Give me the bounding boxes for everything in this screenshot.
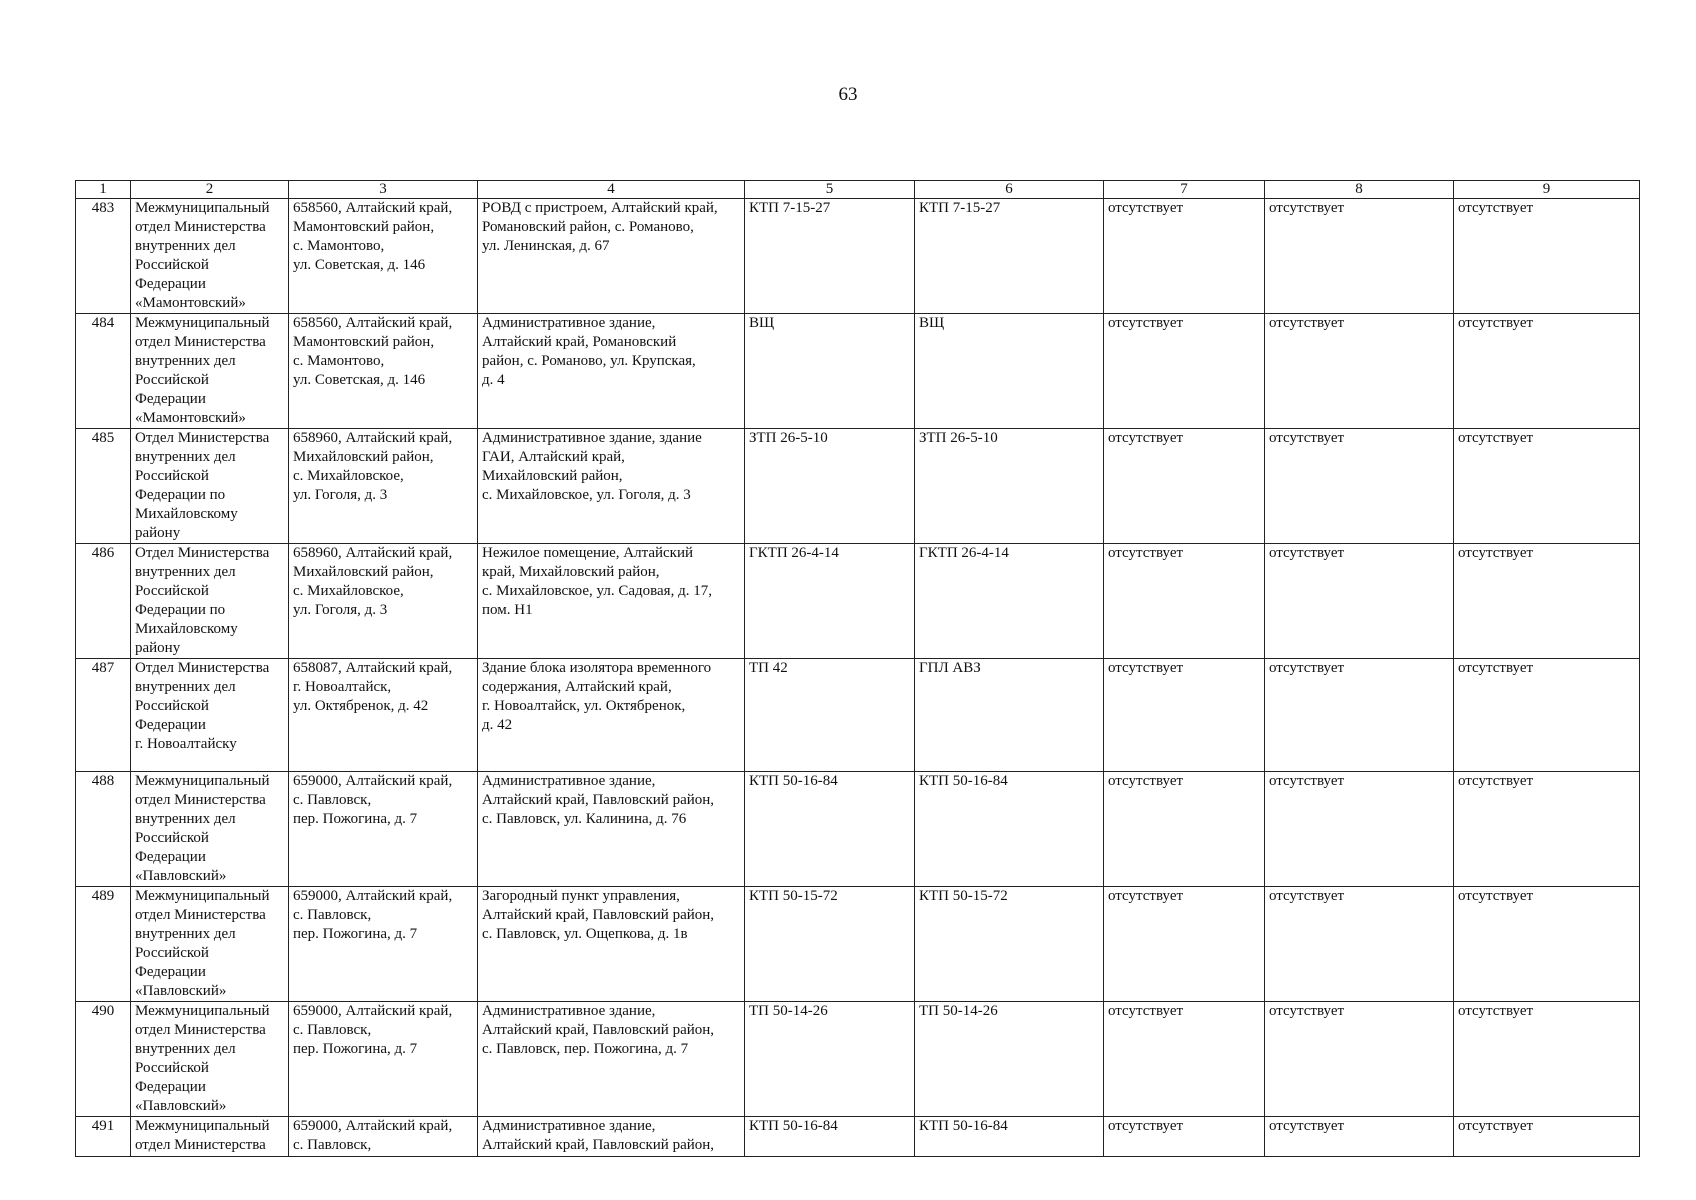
cell-number: 484 bbox=[76, 314, 131, 429]
cell-organization-line: внутренних дел bbox=[135, 1041, 236, 1057]
cell-object-line: Загородный пункт управления, bbox=[482, 888, 680, 904]
cell-address-line: 658560, Алтайский край, bbox=[293, 315, 453, 331]
cell-col7: отсутствует bbox=[1104, 1117, 1265, 1157]
cell-address-line: пер. Пожогина, д. 7 bbox=[293, 1041, 418, 1057]
cell-address-line: 659000, Алтайский край, bbox=[293, 1118, 453, 1134]
cell-organization-line: Федерации по bbox=[135, 487, 226, 503]
cell-organization-line: Отдел Министерства bbox=[135, 430, 270, 446]
cell-organization-line: отдел Министерства bbox=[135, 219, 266, 235]
cell-object-line: Административное здание, здание bbox=[482, 430, 702, 446]
cell-object-line: с. Павловск, ул. Ощепкова, д. 1в bbox=[482, 926, 688, 942]
cell-organization-line: внутренних дел bbox=[135, 564, 236, 580]
column-header: 5 bbox=[745, 181, 915, 199]
column-header: 6 bbox=[915, 181, 1104, 199]
cell-col8: отсутствует bbox=[1265, 544, 1454, 659]
table-row bbox=[76, 544, 1640, 659]
cell-organization bbox=[131, 772, 289, 887]
cell-organization-line: «Павловский» bbox=[135, 1098, 227, 1114]
cell-address-line: пер. Пожогина, д. 7 bbox=[293, 811, 418, 827]
cell-col5: ЗТП 26-5-10 bbox=[745, 429, 915, 544]
cell-col6: КТП 7-15-27 bbox=[915, 199, 1104, 314]
cell-col5: КТП 50-15-72 bbox=[745, 887, 915, 1002]
cell-organization-line: отдел Министерства bbox=[135, 792, 266, 808]
column-header: 1 bbox=[76, 181, 131, 199]
cell-col7: отсутствует bbox=[1104, 659, 1265, 772]
cell-address-line: г. Новоалтайск, bbox=[293, 679, 392, 695]
cell-object-line: Алтайский край, Павловский район, bbox=[482, 1022, 715, 1038]
cell-address bbox=[289, 199, 478, 314]
cell-col8: отсутствует bbox=[1265, 659, 1454, 772]
cell-col5: ТП 42 bbox=[745, 659, 915, 772]
cell-col9: отсутствует bbox=[1454, 199, 1640, 314]
cell-organization-line: Межмуниципальный bbox=[135, 200, 270, 216]
cell-object-line: Михайловский район, bbox=[482, 468, 623, 484]
cell-address-line: 658087, Алтайский край, bbox=[293, 660, 453, 676]
cell-object bbox=[478, 429, 745, 544]
cell-col8: отсутствует bbox=[1265, 1002, 1454, 1117]
cell-object-line: район, с. Романово, ул. Крупская, bbox=[482, 353, 696, 369]
column-header: 8 bbox=[1265, 181, 1454, 199]
cell-organization-line: Межмуниципальный bbox=[135, 1118, 270, 1134]
cell-organization bbox=[131, 199, 289, 314]
cell-address bbox=[289, 429, 478, 544]
cell-object-line: содержания, Алтайский край, bbox=[482, 679, 672, 695]
cell-object-line: Алтайский край, Романовский bbox=[482, 334, 677, 350]
cell-col9: отсутствует bbox=[1454, 772, 1640, 887]
cell-organization-line: Федерации bbox=[135, 849, 206, 865]
cell-organization-line: Российской bbox=[135, 698, 209, 714]
cell-object-line: Административное здание, bbox=[482, 315, 656, 331]
cell-organization-line: внутренних дел bbox=[135, 679, 236, 695]
cell-object bbox=[478, 659, 745, 772]
cell-object-line: ГАИ, Алтайский край, bbox=[482, 449, 625, 465]
header-row bbox=[76, 181, 1640, 199]
cell-organization bbox=[131, 1002, 289, 1117]
cell-organization-line: отдел Министерства bbox=[135, 1137, 266, 1153]
page-number: 63 bbox=[838, 84, 858, 105]
table-row bbox=[76, 199, 1640, 314]
cell-object-line: ул. Ленинская, д. 67 bbox=[482, 238, 610, 254]
cell-address-line: с. Павловск, bbox=[293, 792, 372, 808]
cell-organization-line: Российской bbox=[135, 583, 209, 599]
cell-organization-line: г. Новоалтайску bbox=[135, 736, 237, 752]
column-header: 2 bbox=[131, 181, 289, 199]
cell-col6: ВЩ bbox=[915, 314, 1104, 429]
column-header: 9 bbox=[1454, 181, 1640, 199]
cell-object bbox=[478, 199, 745, 314]
table-row bbox=[76, 659, 1640, 772]
column-header: 3 bbox=[289, 181, 478, 199]
cell-organization-line: Федерации bbox=[135, 391, 206, 407]
cell-organization-line: Российской bbox=[135, 945, 209, 961]
cell-organization-line: внутренних дел bbox=[135, 238, 236, 254]
cell-organization-line: Отдел Министерства bbox=[135, 660, 270, 676]
cell-address-line: ул. Гоголя, д. 3 bbox=[293, 602, 388, 618]
cell-object-line: Административное здание, bbox=[482, 1003, 656, 1019]
cell-col8: отсутствует bbox=[1265, 199, 1454, 314]
cell-col9: отсутствует bbox=[1454, 544, 1640, 659]
cell-organization-line: «Мамонтовский» bbox=[135, 410, 246, 426]
cell-object bbox=[478, 1002, 745, 1117]
cell-organization-line: Межмуниципальный bbox=[135, 773, 270, 789]
cell-organization-line: Межмуниципальный bbox=[135, 888, 270, 904]
cell-address-line: ул. Гоголя, д. 3 bbox=[293, 487, 388, 503]
cell-address-line: Михайловский район, bbox=[293, 564, 434, 580]
cell-col6: КТП 50-16-84 bbox=[915, 1117, 1104, 1157]
cell-number: 491 bbox=[76, 1117, 131, 1157]
cell-number: 488 bbox=[76, 772, 131, 887]
cell-col6: КТП 50-15-72 bbox=[915, 887, 1104, 1002]
cell-organization-line: Российской bbox=[135, 372, 209, 388]
cell-object bbox=[478, 544, 745, 659]
cell-col9: отсутствует bbox=[1454, 1002, 1640, 1117]
cell-organization-line: Федерации bbox=[135, 964, 206, 980]
cell-organization-line: району bbox=[135, 525, 181, 541]
data-table bbox=[75, 180, 1640, 1157]
cell-address-line: с. Мамонтово, bbox=[293, 353, 385, 369]
cell-address-line: ул. Советская, д. 146 bbox=[293, 372, 426, 388]
cell-address-line: пер. Пожогина, д. 7 bbox=[293, 926, 418, 942]
cell-organization-line: Федерации по bbox=[135, 602, 226, 618]
cell-object-line: д. 4 bbox=[482, 372, 505, 388]
cell-object-line: РОВД с пристроем, Алтайский край, bbox=[482, 200, 718, 216]
cell-object-line: Алтайский край, Павловский район, bbox=[482, 1137, 715, 1153]
cell-col5: КТП 7-15-27 bbox=[745, 199, 915, 314]
cell-object-line: Романовский район, с. Романово, bbox=[482, 219, 694, 235]
cell-number: 485 bbox=[76, 429, 131, 544]
cell-col9: отсутствует bbox=[1454, 314, 1640, 429]
cell-col8: отсутствует bbox=[1265, 887, 1454, 1002]
cell-address-line: с. Павловск, bbox=[293, 907, 372, 923]
cell-organization bbox=[131, 1117, 289, 1157]
cell-col9: отсутствует bbox=[1454, 659, 1640, 772]
cell-object-line: г. Новоалтайск, ул. Октябренок, bbox=[482, 698, 686, 714]
cell-organization-line: Федерации bbox=[135, 276, 206, 292]
cell-col6: ТП 50-14-26 bbox=[915, 1002, 1104, 1117]
cell-organization-line: внутренних дел bbox=[135, 926, 236, 942]
column-header: 7 bbox=[1104, 181, 1265, 199]
cell-object-line: Административное здание, bbox=[482, 1118, 656, 1134]
cell-col5: КТП 50-16-84 bbox=[745, 772, 915, 887]
cell-address-line: с. Мамонтово, bbox=[293, 238, 385, 254]
cell-col7: отсутствует bbox=[1104, 887, 1265, 1002]
table-row bbox=[76, 1117, 1640, 1157]
cell-object-line: с. Павловск, ул. Калинина, д. 76 bbox=[482, 811, 687, 827]
cell-object-line: Здание блока изолятора временного bbox=[482, 660, 712, 676]
cell-object-line: д. 42 bbox=[482, 717, 513, 733]
table-row bbox=[76, 887, 1640, 1002]
cell-col5: ВЩ bbox=[745, 314, 915, 429]
cell-organization-line: «Мамонтовский» bbox=[135, 295, 246, 311]
cell-organization-line: внутренних дел bbox=[135, 449, 236, 465]
cell-organization-line: внутренних дел bbox=[135, 353, 236, 369]
cell-col6: КТП 50-16-84 bbox=[915, 772, 1104, 887]
cell-organization-line: Федерации bbox=[135, 1079, 206, 1095]
cell-address-line: с. Михайловское, bbox=[293, 583, 404, 599]
cell-organization-line: Российской bbox=[135, 830, 209, 846]
cell-col7: отсутствует bbox=[1104, 429, 1265, 544]
cell-address-line: 659000, Алтайский край, bbox=[293, 1003, 453, 1019]
cell-organization-line: Отдел Министерства bbox=[135, 545, 270, 561]
cell-address-line: Мамонтовский район, bbox=[293, 334, 435, 350]
cell-address-line: с. Павловск, bbox=[293, 1022, 372, 1038]
cell-object-line: край, Михайловский район, bbox=[482, 564, 660, 580]
cell-address-line: 659000, Алтайский край, bbox=[293, 888, 453, 904]
cell-col5: ГКТП 26-4-14 bbox=[745, 544, 915, 659]
cell-address-line: ул. Октябренок, д. 42 bbox=[293, 698, 429, 714]
cell-object bbox=[478, 314, 745, 429]
cell-organization-line: Михайловскому bbox=[135, 506, 238, 522]
cell-organization-line: «Павловский» bbox=[135, 868, 227, 884]
cell-organization bbox=[131, 659, 289, 772]
cell-col5: КТП 50-16-84 bbox=[745, 1117, 915, 1157]
cell-organization-line: «Павловский» bbox=[135, 983, 227, 999]
cell-address-line: 659000, Алтайский край, bbox=[293, 773, 453, 789]
cell-object-line: с. Михайловское, ул. Гоголя, д. 3 bbox=[482, 487, 691, 503]
cell-col7: отсутствует bbox=[1104, 199, 1265, 314]
cell-organization-line: отдел Министерства bbox=[135, 907, 266, 923]
cell-col9: отсутствует bbox=[1454, 1117, 1640, 1157]
cell-object-line: с. Михайловское, ул. Садовая, д. 17, bbox=[482, 583, 712, 599]
cell-address-line: ул. Советская, д. 146 bbox=[293, 257, 426, 273]
table-row bbox=[76, 429, 1640, 544]
cell-address bbox=[289, 544, 478, 659]
cell-organization-line: внутренних дел bbox=[135, 811, 236, 827]
table-body bbox=[76, 199, 1640, 1157]
cell-organization-line: Российской bbox=[135, 257, 209, 273]
cell-object-line: с. Павловск, пер. Пожогина, д. 7 bbox=[482, 1041, 689, 1057]
cell-organization bbox=[131, 314, 289, 429]
cell-organization-line: отдел Министерства bbox=[135, 1022, 266, 1038]
cell-address-line: 658960, Алтайский край, bbox=[293, 430, 453, 446]
cell-organization-line: Межмуниципальный bbox=[135, 1003, 270, 1019]
cell-organization bbox=[131, 544, 289, 659]
cell-number: 486 bbox=[76, 544, 131, 659]
cell-col7: отсутствует bbox=[1104, 544, 1265, 659]
cell-object bbox=[478, 772, 745, 887]
cell-col8: отсутствует bbox=[1265, 1117, 1454, 1157]
cell-number: 490 bbox=[76, 1002, 131, 1117]
cell-organization-line: Российской bbox=[135, 468, 209, 484]
cell-address bbox=[289, 1002, 478, 1117]
cell-organization bbox=[131, 429, 289, 544]
cell-object-line: пом. Н1 bbox=[482, 602, 533, 618]
cell-address-line: Михайловский район, bbox=[293, 449, 434, 465]
cell-object bbox=[478, 887, 745, 1002]
cell-col6: ЗТП 26-5-10 bbox=[915, 429, 1104, 544]
cell-address bbox=[289, 659, 478, 772]
cell-address-line: с. Михайловское, bbox=[293, 468, 404, 484]
cell-organization-line: Межмуниципальный bbox=[135, 315, 270, 331]
cell-organization-line: отдел Министерства bbox=[135, 334, 266, 350]
cell-col6: ГПЛ АВЗ bbox=[915, 659, 1104, 772]
cell-col7: отсутствует bbox=[1104, 314, 1265, 429]
cell-address bbox=[289, 887, 478, 1002]
cell-col5: ТП 50-14-26 bbox=[745, 1002, 915, 1117]
cell-object-line: Нежилое помещение, Алтайский bbox=[482, 545, 694, 561]
cell-object-line: Алтайский край, Павловский район, bbox=[482, 907, 715, 923]
cell-number: 487 bbox=[76, 659, 131, 772]
cell-address-line: с. Павловск, bbox=[293, 1137, 372, 1153]
cell-col7: отсутствует bbox=[1104, 772, 1265, 887]
table-row bbox=[76, 772, 1640, 887]
table-row bbox=[76, 314, 1640, 429]
cell-col8: отсутствует bbox=[1265, 772, 1454, 887]
cell-number: 483 bbox=[76, 199, 131, 314]
cell-col6: ГКТП 26-4-14 bbox=[915, 544, 1104, 659]
cell-organization-line: Михайловскому bbox=[135, 621, 238, 637]
cell-address-line: 658960, Алтайский край, bbox=[293, 545, 453, 561]
column-header: 4 bbox=[478, 181, 745, 199]
cell-organization-line: Федерации bbox=[135, 717, 206, 733]
cell-object bbox=[478, 1117, 745, 1157]
cell-number: 489 bbox=[76, 887, 131, 1002]
cell-col9: отсутствует bbox=[1454, 429, 1640, 544]
table-row bbox=[76, 1002, 1640, 1117]
cell-organization bbox=[131, 887, 289, 1002]
cell-col8: отсутствует bbox=[1265, 429, 1454, 544]
cell-object-line: Административное здание, bbox=[482, 773, 656, 789]
cell-col9: отсутствует bbox=[1454, 887, 1640, 1002]
cell-address bbox=[289, 1117, 478, 1157]
cell-address bbox=[289, 314, 478, 429]
cell-address bbox=[289, 772, 478, 887]
cell-address-line: 658560, Алтайский край, bbox=[293, 200, 453, 216]
cell-object-line: Алтайский край, Павловский район, bbox=[482, 792, 715, 808]
cell-col8: отсутствует bbox=[1265, 314, 1454, 429]
cell-organization-line: Российской bbox=[135, 1060, 209, 1076]
cell-col7: отсутствует bbox=[1104, 1002, 1265, 1117]
cell-organization-line: району bbox=[135, 640, 181, 656]
cell-address-line: Мамонтовский район, bbox=[293, 219, 435, 235]
